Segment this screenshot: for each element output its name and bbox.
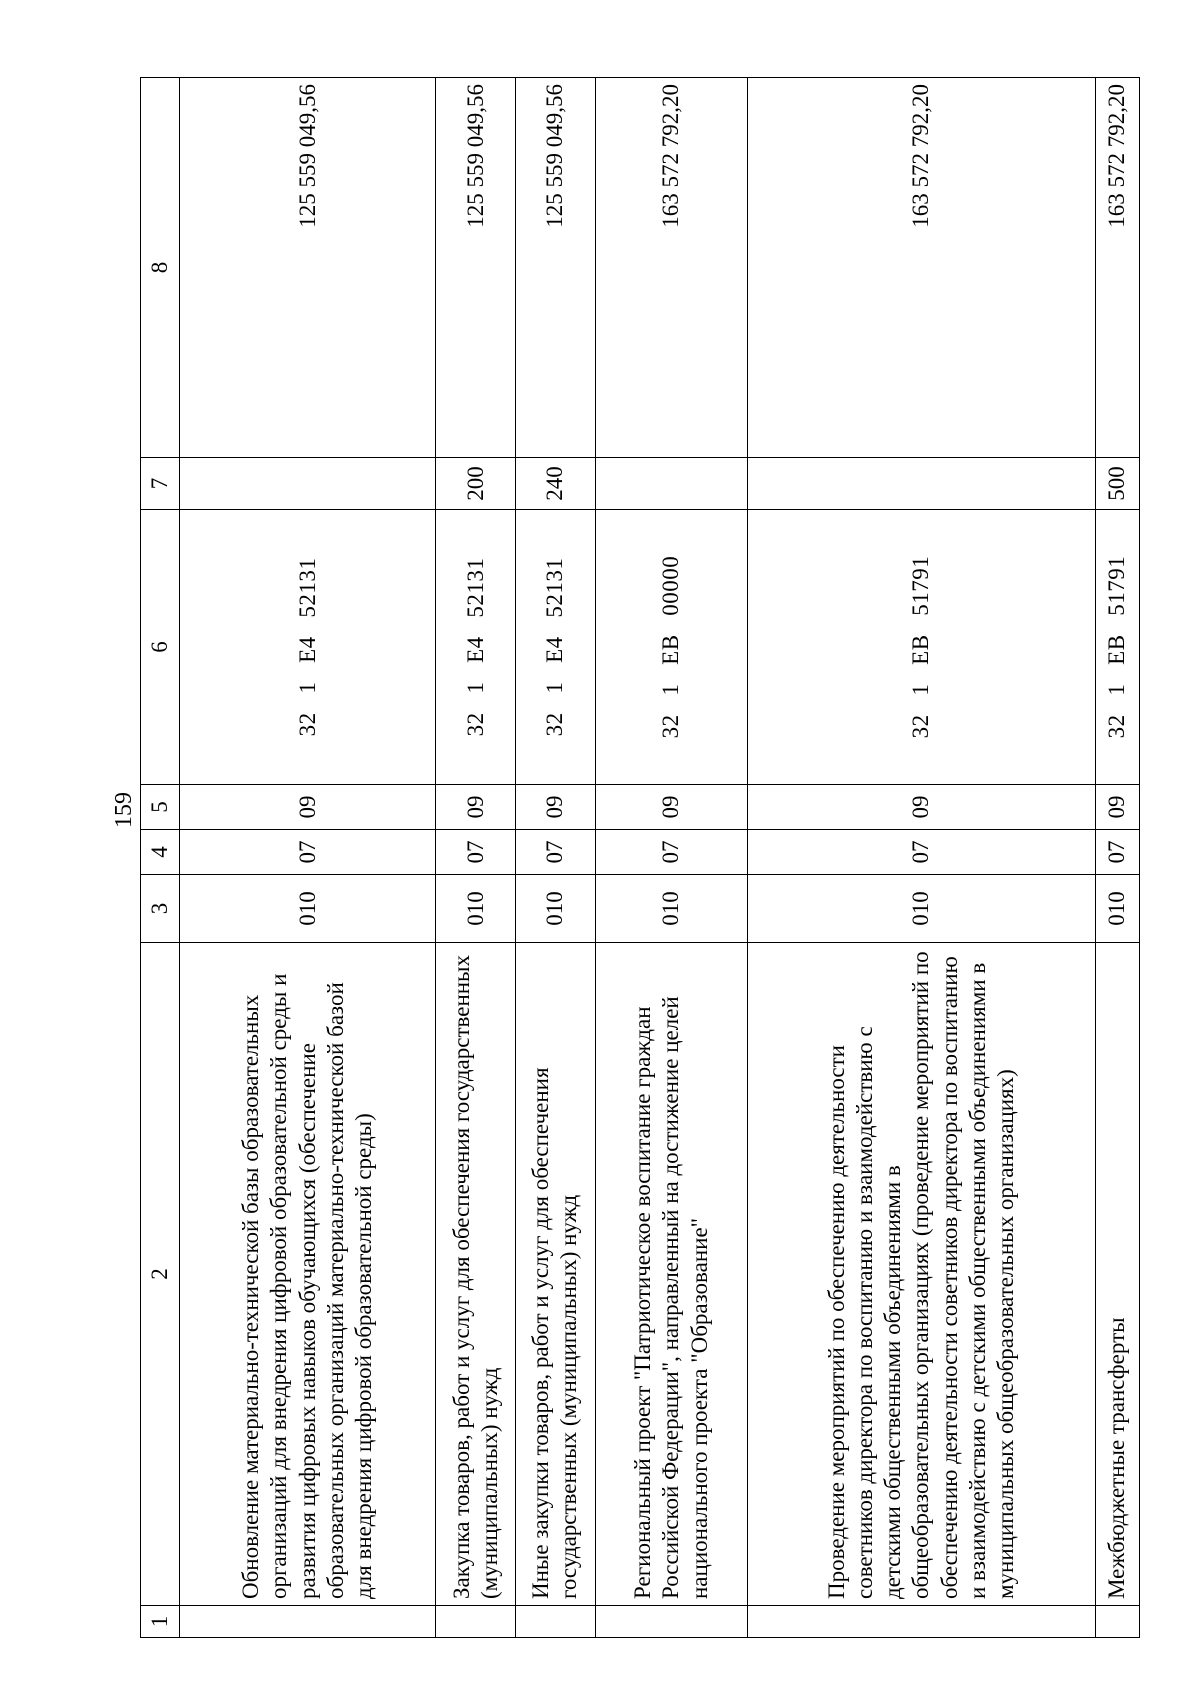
column-header: 5 <box>141 785 180 830</box>
ministry-code-cell: 010 <box>595 875 748 943</box>
column-header: 3 <box>141 875 180 943</box>
expense-name-cell: Иные закупки товаров, работ и услуг для обеспечения государственных (муниципальных) нужд <box>516 943 596 1606</box>
expense-type-cell: 500 <box>1095 458 1139 510</box>
rotated-page <box>140 78 1140 1638</box>
target-article-cell: 32 1 E4 52131 <box>436 510 516 785</box>
target-article-cell: 32 1 ЕВ 51791 <box>748 510 1095 785</box>
table-row <box>1095 78 1139 1638</box>
column-header: 2 <box>141 943 180 1606</box>
expense-name-cell: Обновление материально-технической базы образовательных организаций для внедрения цифровой образовательной среды и развития цифровых навыков обучающихся (обеспечение образовательных организаций материально-технической базой для внедрения цифровой образовательной среды) <box>179 943 436 1606</box>
expense-name-cell: Проведение мероприятий по обеспечению деятельности советников директора по воспитанию и взаимодействию с детскими общественными объединениями в общеобразовательных организациях (проведение мероприятий по обеспечению деятельности советников директора по воспитанию и взаимодействию с детскими общественными объединениями в муниципальных общеобразовательных организациях) <box>748 943 1095 1606</box>
expense-name-cell: Региональный проект "Патриотическое воспитание граждан Российской Федерации", направленный на достижение целей национального проекта "Образование" <box>595 943 748 1606</box>
page-number: 159 <box>111 792 137 828</box>
amount-cell: 163 572 792,20 <box>748 78 1095 458</box>
amount-cell: 163 572 792,20 <box>595 78 748 458</box>
header-row <box>141 78 180 1638</box>
target-article-cell: 32 1 ЕВ 00000 <box>595 510 748 785</box>
target-article-cell: 32 1 E4 52131 <box>516 510 596 785</box>
ministry-code-cell: 010 <box>179 875 436 943</box>
target-article-cell: 32 1 E4 52131 <box>179 510 436 785</box>
column-header: 6 <box>141 510 180 785</box>
section-cell: 07 <box>436 830 516 875</box>
ministry-code-cell: 010 <box>436 875 516 943</box>
section-cell: 07 <box>595 830 748 875</box>
section-cell: 07 <box>1095 830 1139 875</box>
amount-cell: 125 559 049,56 <box>179 78 436 458</box>
column-header: 4 <box>141 830 180 875</box>
row-number-cell <box>436 1606 516 1638</box>
table-row <box>436 78 516 1638</box>
expense-type-cell <box>748 458 1095 510</box>
subsection-cell: 09 <box>1095 785 1139 830</box>
target-article-cell: 32 1 ЕВ 51791 <box>1095 510 1139 785</box>
section-cell: 07 <box>179 830 436 875</box>
row-number-cell <box>595 1606 748 1638</box>
expense-type-cell <box>179 458 436 510</box>
table-row <box>179 78 436 1638</box>
expense-type-cell: 200 <box>436 458 516 510</box>
row-number-cell <box>1095 1606 1139 1638</box>
section-cell: 07 <box>516 830 596 875</box>
row-number-cell <box>516 1606 596 1638</box>
budget-table <box>140 77 1140 1638</box>
ministry-code-cell: 010 <box>748 875 1095 943</box>
expense-name-cell: Закупка товаров, работ и услуг для обеспечения государственных (муниципальных) нужд <box>436 943 516 1606</box>
amount-cell: 125 559 049,56 <box>436 78 516 458</box>
column-header: 7 <box>141 458 180 510</box>
row-number-cell <box>179 1606 436 1638</box>
row-number-cell <box>748 1606 1095 1638</box>
expense-type-cell <box>595 458 748 510</box>
ministry-code-cell: 010 <box>516 875 596 943</box>
column-header: 1 <box>141 1606 180 1638</box>
column-header: 8 <box>141 78 180 458</box>
expense-type-cell: 240 <box>516 458 596 510</box>
ministry-code-cell: 010 <box>1095 875 1139 943</box>
subsection-cell: 09 <box>748 785 1095 830</box>
expense-name-cell: Межбюджетные трансферты <box>1095 943 1139 1606</box>
subsection-cell: 09 <box>595 785 748 830</box>
subsection-cell: 09 <box>179 785 436 830</box>
table-row <box>748 78 1095 1638</box>
table-row <box>595 78 748 1638</box>
amount-cell: 125 559 049,56 <box>516 78 596 458</box>
section-cell: 07 <box>748 830 1095 875</box>
subsection-cell: 09 <box>436 785 516 830</box>
table-row <box>516 78 596 1638</box>
subsection-cell: 09 <box>516 785 596 830</box>
amount-cell: 163 572 792,20 <box>1095 78 1139 458</box>
